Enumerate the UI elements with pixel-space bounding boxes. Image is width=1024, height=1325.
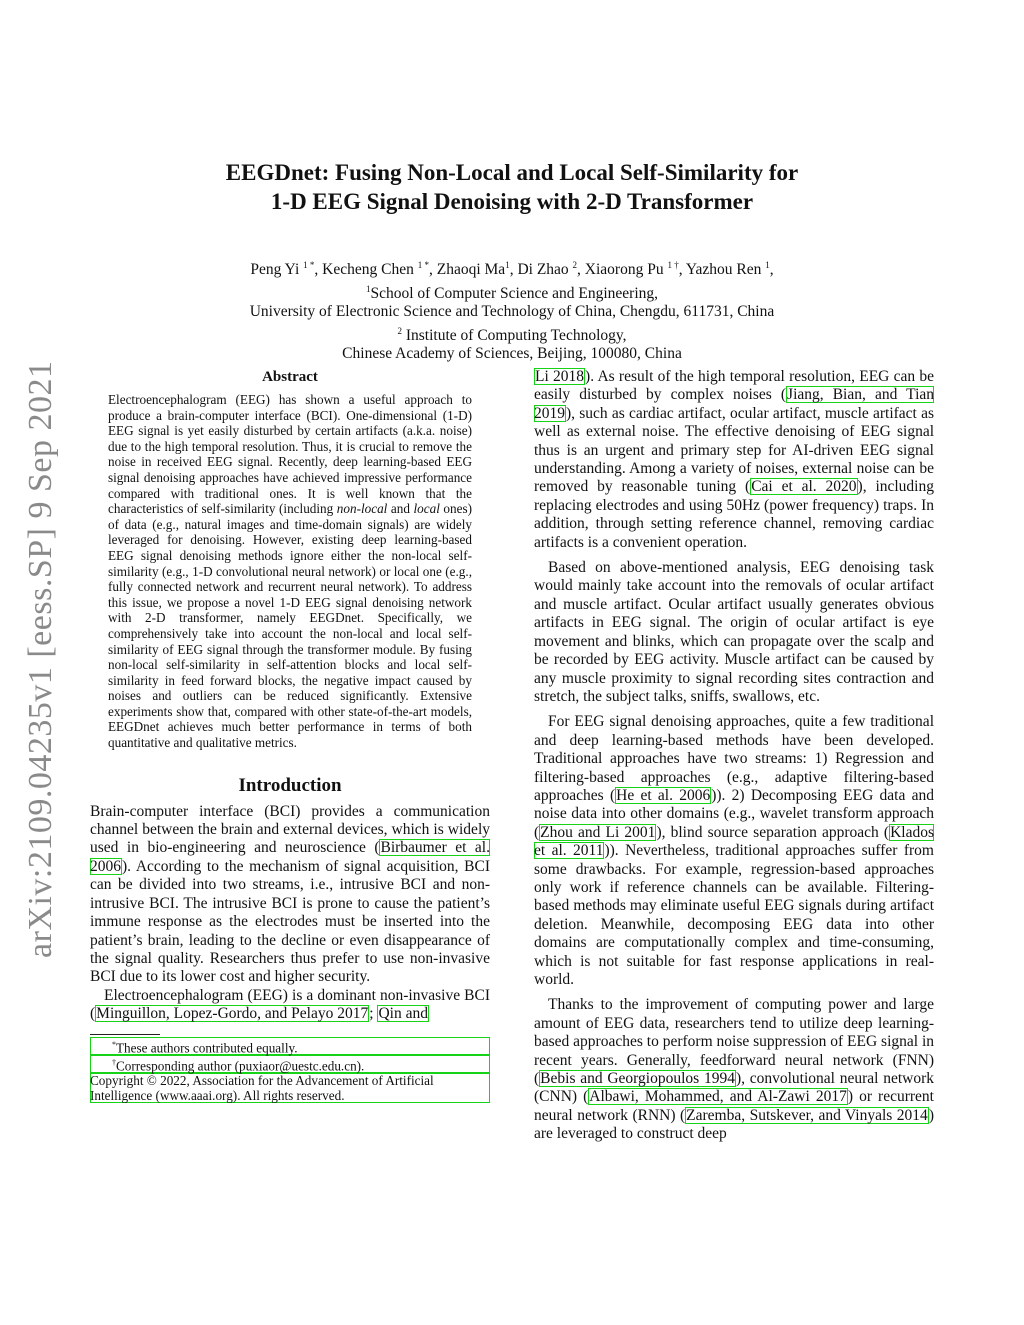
author-affiliation-mark: 1 [765, 260, 770, 270]
citation-link[interactable]: Zhou and Li 2001 [540, 823, 656, 841]
paragraph-segment: ). As result of the high temporal resolution, EEG can be easily disturbed by complex noises ( [534, 368, 934, 404]
footnote-mark: † [112, 1057, 116, 1067]
abstract-heading: Abstract [262, 369, 318, 385]
author-affiliation-mark: 1 [505, 260, 510, 270]
paragraph-segment: Brain-computer interface (BCI) provides a communication channel between the brain and external devices, which is widely used in bio-engineering and neuroscience ( [90, 802, 490, 857]
body-paragraph-artifacts: Based on above-mentioned analysis, EEG denoising task would mainly take account into the removals of ocular artifact and muscle artifact. Ocular artifact usually generates obvious artifacts in EEG signal. The origin of ocular artifact is eye movement and blinks, which can propagate over the scalp and be recorded by EEG activity. Muscle artifact can be caused by any muscle proximity to signal recording sites contraction and stretch, the subject talks, sniffs, swallows, etc. [534, 559, 934, 705]
paragraph-segment: ) are leveraged to construct deep [534, 1106, 934, 1143]
author-affiliation-mark: 1 * [303, 260, 315, 270]
copyright-notice[interactable]: Copyright © 2022, Association for the Advancement of Artificial Intelligence (www.aaai.org). All rights reserved. [90, 1073, 490, 1103]
citation-link[interactable]: Klados et al. 2011 [534, 823, 935, 860]
body-paragraph-deep-learning [534, 996, 934, 1143]
citation-link[interactable]: Qin and [378, 1005, 428, 1023]
footnote-text: These authors contributed equally. [116, 1039, 298, 1055]
author-block [90, 256, 934, 364]
citation-link[interactable]: Minguillon, Lopez-Gordo, and Pelayo 2017 [96, 1005, 369, 1023]
title-line-2: 1-D EEG Signal Denoising with 2-D Transformer [270, 189, 754, 214]
affiliation-mark: 2 [397, 325, 402, 336]
paragraph-segment: ), blind source separation approach ( [656, 823, 890, 841]
abstract-segment: ones) of data (e.g., natural images and time-domain signals) are widely leveraged for denoising. However, existing deep learning-based EEG signal denoising methods ignore either the non-local self-similarity (e.g., 1-D convolutional neural network) or local one (e.g., fully connected network and recurrent neural network). To address this issue, we propose a novel 1-D EEG signal denoising network with 2-D transformer, namely EEGDnet. Specifically, we comprehensively take into account the non-local and local self-similarity of EEG signal through the transformer module. By fusing non-local self-similarity in self-attention blocks and local self-similarity in feed forward blocks, the negative impact caused by noises and outliers can be reduced significantly. Extensive experiments show that, compared with other state-of-the-art models, EEGDnet achieves much better performance in terms of both quantitative and qualitative metrics. [108, 501, 472, 751]
abstract-emphasis: non-local [336, 501, 388, 517]
abstract-emphasis: local [413, 501, 440, 517]
affiliation-2 [90, 322, 934, 346]
abstract-text [108, 392, 472, 751]
intro-paragraph-2 [90, 987, 490, 1024]
author-affiliation-mark: 2 [572, 260, 578, 270]
paragraph-segment: ), such as cardiac artifact, ocular artifact, muscle artifact as well as external noise. The effective denoising of EEG signal thus is an urgent and primary step for AI-driven EEG signal understanding. Among a variety of noises, external noise can be removed by reasonable tuning ( [534, 404, 934, 496]
paragraph-segment: ) or recurrent neural network (RNN) ( [534, 1088, 934, 1124]
paragraph-segment: )). Nevertheless, traditional approaches suffer from some drawbacks. For example, regression-based approaches only work if reference channels can be available. Filtering-based methods may eliminate useful EEG signals during artifact deletion. Meanwhile, decomposing EEG data into other domains are computationally complex and time-consuming, which is not suitable for fast response applications in real-world. [534, 842, 934, 988]
citation-link[interactable]: Zaremba, Sutskever, and Vinyals 2014 [686, 1106, 928, 1124]
author-name: Yazhou Ren [685, 261, 762, 279]
citation-link[interactable]: Birbaumer et al. 2006 [90, 839, 490, 875]
author-affiliation-mark: 1 † [667, 260, 679, 270]
arxiv-identifier[interactable]: arXiv:2109.04235v1 [eess.SP] 9 Sep 2021 [22, 360, 59, 958]
abstract-segment: Electroencephalogram (EEG) has shown a useful approach to produce a brain-computer interface (BCI). One-dimensional (1-D) EEG signal is yet easily disturbed by certain artifacts (a.k.a. noise) due to the high temporal resolution. Thus, it is crucial to remove the noise in received EEG signal. Recently, deep learning-based EEG signal denoising approaches have achieved impressive performance compared with traditional ones. It is well known that the characteristics of self-similarity (including [108, 392, 472, 517]
introduction-heading: Introduction [238, 774, 342, 796]
footnote-corresponding-author[interactable] [90, 1055, 490, 1073]
paper-title [90, 158, 934, 216]
author-name: Zhaoqi Ma [436, 261, 506, 279]
citation-link[interactable]: Bebis and Georgiopoulos 1994 [540, 1070, 735, 1088]
affiliation-1 [90, 280, 934, 304]
paragraph-segment: )). 2) Decomposing EEG data and noise data into other domains (e.g., wavelet transform approach ( [534, 786, 934, 841]
footnote-mark: * [112, 1039, 116, 1049]
affiliation-2-line-2: Chinese Academy of Sciences, Beijing, 100080, China [342, 345, 682, 363]
paragraph-segment: ), convolutional neural network (CNN) ( [534, 1070, 934, 1106]
paragraph-segment: ; [369, 1005, 378, 1023]
paragraph-segment: Electroencephalogram (EEG) is a dominant non-invasive BCI ( [90, 986, 490, 1023]
right-column [534, 368, 934, 1151]
author-name: Kecheng Chen [322, 261, 414, 279]
footnote-divider [90, 1034, 160, 1035]
footnote-text: Corresponding author (puxiaor@uestc.edu.cn). [116, 1058, 365, 1074]
abstract-segment: and [387, 501, 414, 517]
citation-link[interactable]: Jiang, Bian, and Tian 2019 [534, 386, 934, 422]
affiliation-1-line-2: University of Electronic Science and Technology of China, Chengdu, 611731, China [249, 303, 775, 321]
citation-link[interactable]: Li 2018 [535, 368, 585, 385]
title-line-1: EEGDnet: Fusing Non-Local and Local Self-Similarity for [225, 160, 799, 185]
affiliation-mark: 1 [365, 283, 371, 294]
left-column [90, 368, 490, 1103]
author-affiliation-mark: 1 * [417, 260, 429, 270]
paragraph-segment: For EEG signal denoising approaches, quite a few traditional and deep learning-based methods have been developed. Traditional approaches have two streams: 1) Regression and filtering-based approaches (e.g., adaptive filtering-based approaches ( [534, 713, 934, 804]
body-paragraph-continued [534, 368, 934, 552]
author-list: Peng Yi $^{1 *}$, Kecheng Chen $^{1 *}$, Zhaoqi Ma$^1$, Di Zhao $^2$, Xiaorong Pu $^{1 \dagger}$, Yazhou Ren $^1$, [250, 260, 774, 279]
affiliation-text: Institute of Computing Technology, [401, 326, 627, 344]
citation-link[interactable]: Albawi, Mohammed, and Al-Zawi 2017 [589, 1088, 847, 1106]
paragraph-segment: ), including replacing electrodes and using 50Hz (power frequency) traps. In addition, through setting reference channel, removing cardiac artifacts is a convenient operation. [534, 478, 934, 551]
author-name: Di Zhao [517, 261, 569, 279]
affiliation-text: School of Computer Science and Engineering, [370, 284, 659, 302]
intro-paragraph-1 [90, 803, 490, 987]
citation-link[interactable]: Cai et al. 2020 [751, 478, 857, 496]
citation-link[interactable]: He et al. 2006 [616, 786, 711, 804]
body-paragraph-traditional-methods [534, 713, 934, 989]
author-name: Peng Yi [250, 261, 300, 279]
footnote-equal-contribution[interactable] [90, 1037, 490, 1055]
author-name: Xiaorong Pu [584, 261, 664, 279]
paragraph-segment: Thanks to the improvement of computing power and large amount of EEG data, researchers tend to utilize deep learning-based approaches to perform noise suppression of EEG signal in recent years. Generally, feedforward neural network (FNN) ( [534, 996, 934, 1088]
paragraph-segment: ). According to the mechanism of signal acquisition, BCI can be divided into two streams, i.e., intrusive BCI and non-intrusive BCI. The intrusive BCI is prone to cause the patient’s immune response as the electrodes must be inserted into the patient’s brain, leading to the decline or even disappearance of the signal quality. Researchers thus prefer to use non-invasive BCI due to its lower cost and higher security. [90, 857, 490, 986]
